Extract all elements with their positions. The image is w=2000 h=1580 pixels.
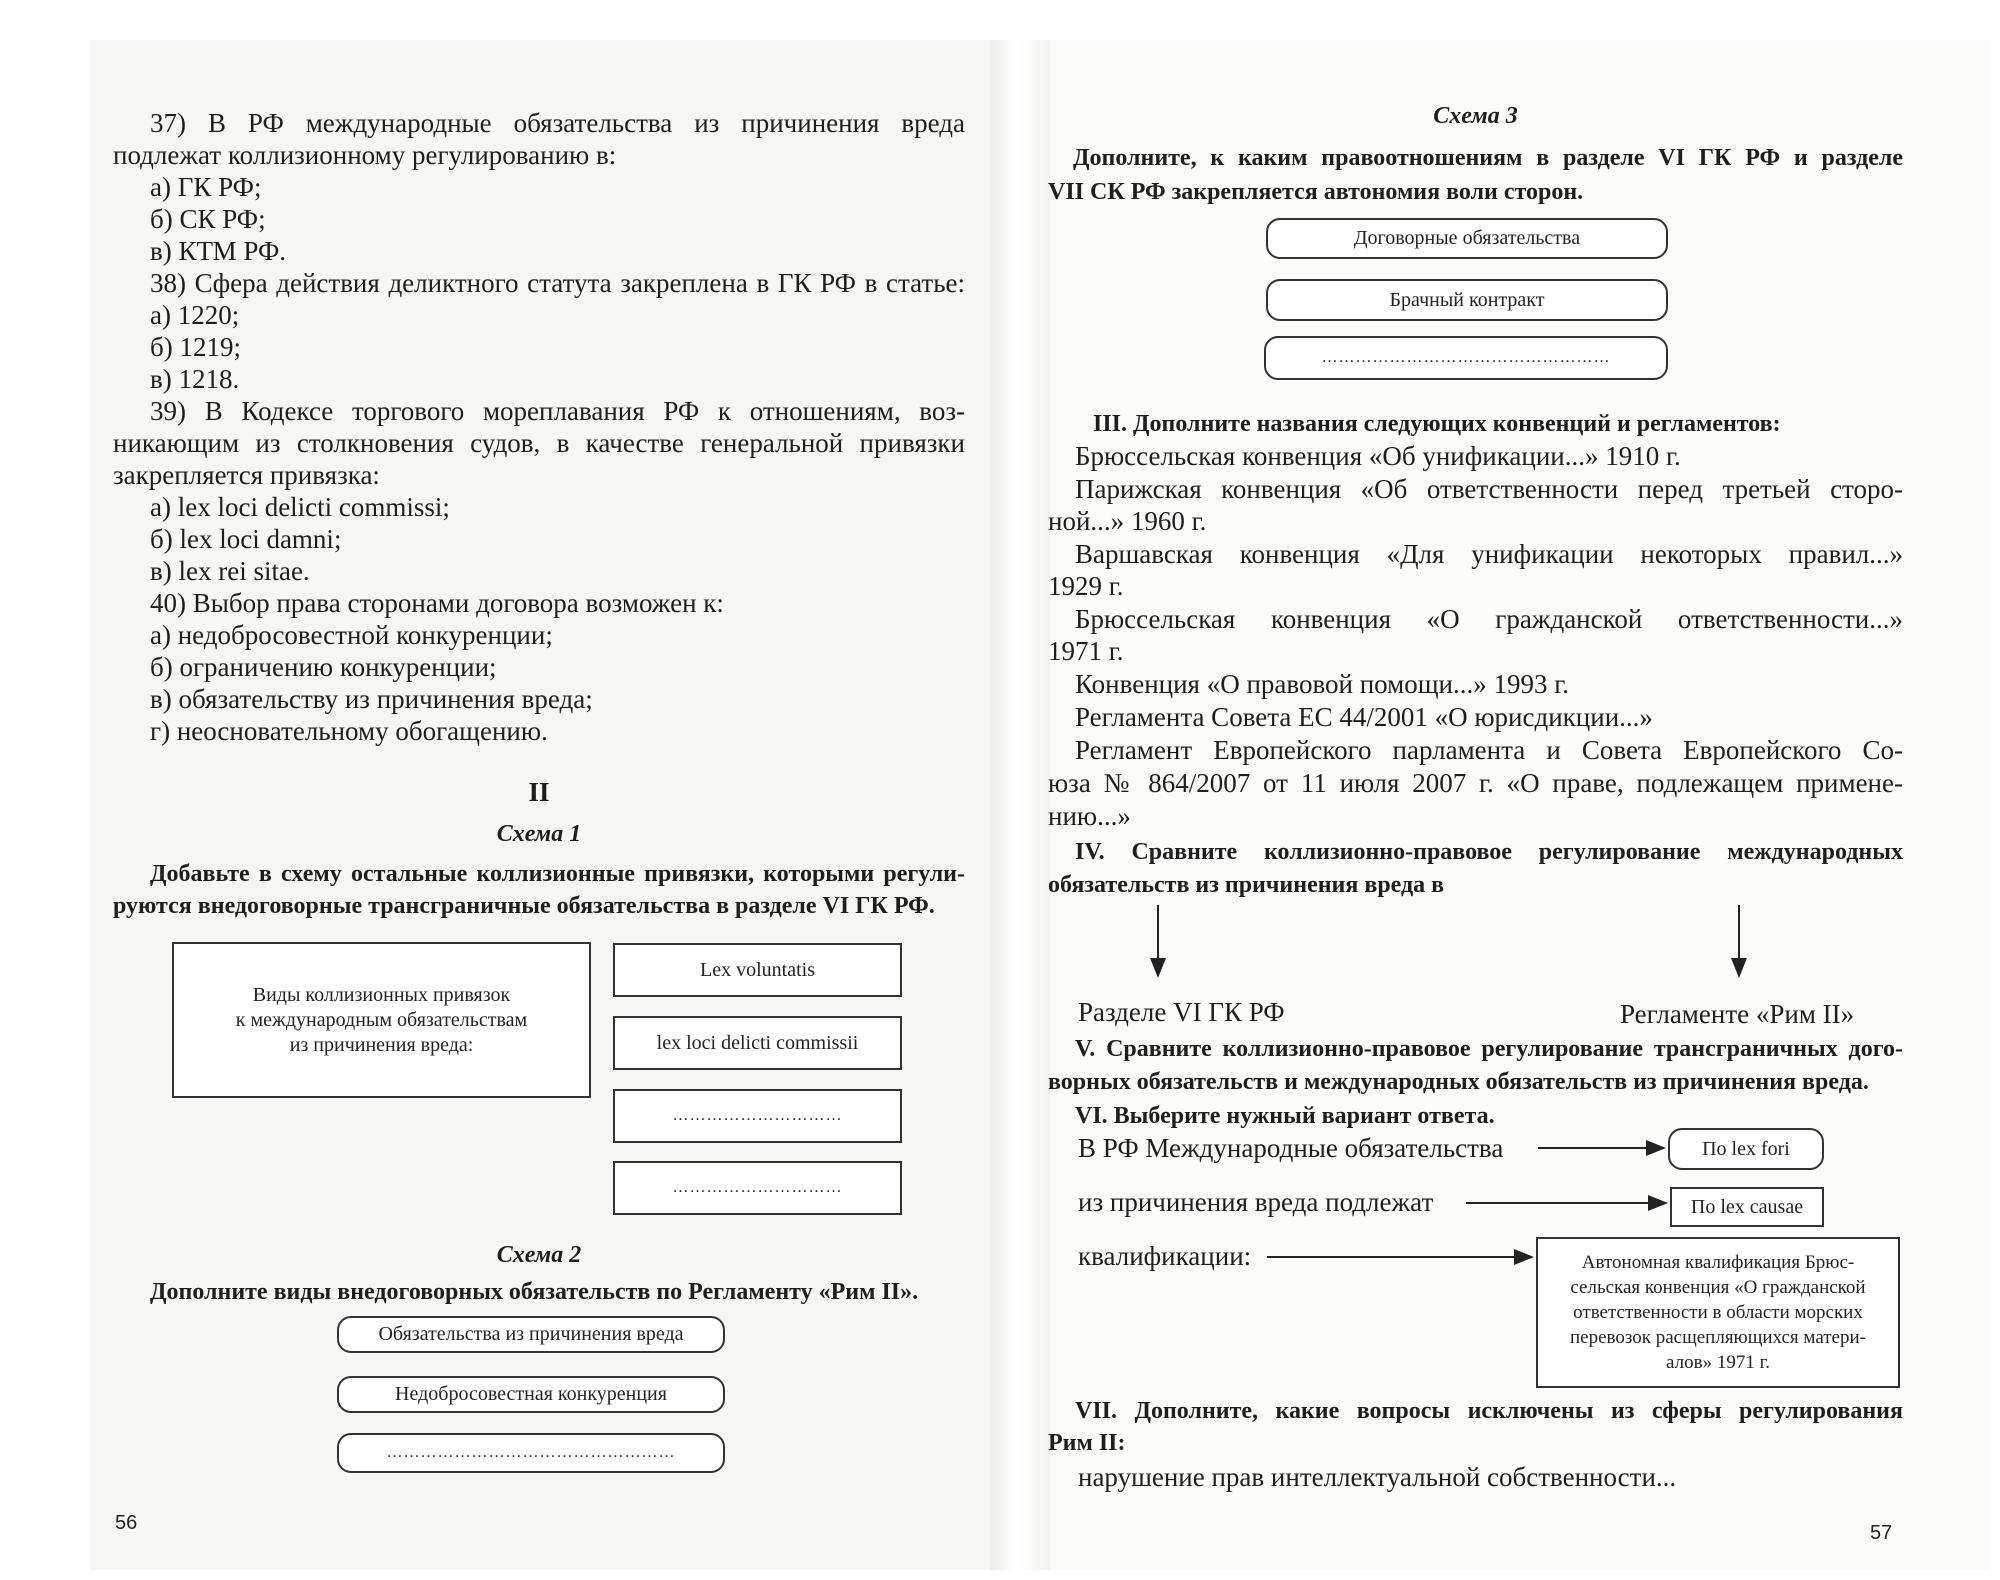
scheme1-main-line1: Виды коллизионных привязок bbox=[252, 983, 511, 1006]
page-number-right: 57 bbox=[1870, 1522, 1893, 1544]
section-vi-text1: В РФ Международные обязательства bbox=[1078, 1133, 1504, 1163]
q39-line3: закрепляется привязка: bbox=[113, 460, 380, 490]
label-razdel-vi: Разделе VI ГК РФ bbox=[1078, 997, 1285, 1027]
convention-2-line1: Парижская конвенция «Об ответственности перед третьей сторо- bbox=[1075, 474, 1903, 504]
q38-option-a: а) 1220; bbox=[150, 300, 240, 330]
scheme1-title: Схема 1 bbox=[496, 821, 582, 847]
convention-1: Брюссельская конвенция «Об унификации...» 1910 г. bbox=[1075, 441, 1681, 471]
scheme1-item-2: lex loci delicti commissii bbox=[613, 1016, 902, 1070]
scheme3-title: Схема 3 bbox=[1433, 103, 1518, 129]
q37-option-b: б) СК РФ; bbox=[150, 204, 266, 234]
q37-line1: 37) В РФ международные обязательства из причинения вреда bbox=[150, 108, 965, 138]
q39-line2: никающим из столкновения судов, в качестве генеральной привязки bbox=[113, 428, 965, 458]
option3-line5: алов» 1971 г. bbox=[1666, 1352, 1770, 1373]
option3-line3: ответственности в области морских bbox=[1573, 1302, 1863, 1323]
q38-line1: 38) Сфера действия деликтного статута закреплена в ГК РФ в статье: bbox=[150, 268, 965, 298]
option3-line4: перевозок расщепляющихся матери- bbox=[1569, 1327, 1866, 1348]
section-vii-line2: Рим II: bbox=[1048, 1430, 1126, 1456]
section-iv-line2: обязательств из причинения вреда в bbox=[1048, 872, 1445, 898]
scheme3-task-line1: Дополните, к каким правоотношениям в разделе VI ГК РФ и разделе bbox=[1073, 145, 1903, 171]
q39-option-a: а) lex loci delicti commissi; bbox=[150, 492, 450, 522]
section-ii-heading: II bbox=[528, 777, 550, 807]
option3-line1: Автономная квалификация Брюс- bbox=[1581, 1252, 1855, 1273]
option-lex-causae[interactable]: По lex causae bbox=[1670, 1187, 1824, 1227]
page-number-left: 56 bbox=[115, 1512, 138, 1534]
q39-option-c: в) lex rei sitae. bbox=[150, 556, 310, 586]
q38-option-c: в) 1218. bbox=[150, 364, 240, 394]
scheme1-task-line1: Добавьте в схему остальные коллизионные привязки, которыми регули- bbox=[150, 861, 965, 887]
q40-option-b: б) ограничению конкуренции; bbox=[150, 652, 497, 682]
convention-3-line2: 1929 г. bbox=[1048, 571, 1124, 601]
q39-option-b: б) lex loci damni; bbox=[150, 524, 342, 554]
scheme1-item-3-blank[interactable]: ………………………… bbox=[613, 1089, 902, 1143]
scheme3-item-1: Договорные обязательства bbox=[1266, 218, 1668, 259]
scheme1-main-line2: к международным обязательствам bbox=[235, 1008, 528, 1031]
scheme3-item-2: Брачный контракт bbox=[1266, 279, 1668, 321]
regulation-7-line3: нию...» bbox=[1048, 801, 1131, 831]
scheme1-item-1: Lex voluntatis bbox=[613, 943, 902, 997]
regulation-7-line1: Регламент Европейского парламента и Совета Европейского Со- bbox=[1075, 735, 1903, 765]
section-vii-line1: VII. Дополните, какие вопросы исключены из сферы регулирования bbox=[1075, 1398, 1903, 1424]
scheme2-item-1: Обязательства из причинения вреда bbox=[337, 1316, 725, 1353]
q37-option-c: в) КТМ РФ. bbox=[150, 236, 287, 266]
section-iv-line1: IV. Сравните коллизионно-правовое регулирование международных bbox=[1075, 839, 1903, 865]
convention-4-line1: Брюссельская конвенция «О гражданской ответственности...» bbox=[1075, 604, 1903, 634]
convention-4-line2: 1971 г. bbox=[1048, 636, 1124, 666]
q38-option-b: б) 1219; bbox=[150, 332, 241, 362]
convention-2-line2: ной...» 1960 г. bbox=[1048, 506, 1207, 536]
section-v-line2: ворных обязательств и международных обязательств из причинения вреда. bbox=[1048, 1069, 1869, 1095]
scheme2-item-2: Недобросовестная конкуренция bbox=[337, 1376, 725, 1413]
option-lex-fori[interactable]: По lex fori bbox=[1668, 1128, 1824, 1170]
section-v-line1: V. Сравните коллизионно-правовое регулирование трансграничных дого- bbox=[1075, 1036, 1903, 1062]
q40-option-a: а) недобросовестной конкуренции; bbox=[150, 620, 553, 650]
label-rim-ii: Регламенте «Рим II» bbox=[1620, 999, 1855, 1029]
scheme3-task-line2: VII СК РФ закрепляется автономия воли сторон. bbox=[1048, 179, 1584, 205]
regulation-7-line2: юза № 864/2007 от 11 июля 2007 г. «О праве, подлежащем примене- bbox=[1048, 768, 1903, 798]
scheme3-item-3-blank[interactable]: …………………………………………… bbox=[1264, 336, 1668, 380]
section-vi-heading: VI. Выберите нужный вариант ответа. bbox=[1075, 1103, 1495, 1129]
q37-option-a: а) ГК РФ; bbox=[150, 172, 262, 202]
scheme2-task: Дополните виды внедоговорных обязательств по Регламенту «Рим II». bbox=[150, 1279, 919, 1305]
section-iii-heading: III. Дополните названия следующих конвенций и регламентов: bbox=[1093, 411, 1781, 437]
q40-option-c: в) обязательству из причинения вреда; bbox=[150, 684, 593, 714]
scheme1-item-4-blank[interactable]: ………………………… bbox=[613, 1161, 902, 1215]
section-vi-text3: квалификации: bbox=[1078, 1241, 1252, 1271]
scheme1-main-line3: из причинения вреда: bbox=[289, 1033, 474, 1056]
q37-line2: подлежат коллизионному регулированию в: bbox=[113, 140, 617, 170]
convention-3-line1: Варшавская конвенция «Для унификации некоторых правил...» bbox=[1075, 539, 1903, 569]
section-vii-answer: нарушение прав интеллектуальной собственности... bbox=[1078, 1462, 1677, 1492]
q40-option-d: г) неосновательному обогащению. bbox=[150, 716, 548, 746]
scheme2-item-3-blank[interactable]: …………………………………………… bbox=[337, 1433, 725, 1473]
scheme2-title: Схема 2 bbox=[496, 1242, 582, 1268]
regulation-6: Регламента Совета ЕС 44/2001 «О юрисдикции...» bbox=[1075, 702, 1653, 732]
q39-line1: 39) В Кодексе торгового мореплавания РФ к отношениям, воз- bbox=[150, 396, 965, 426]
convention-5: Конвенция «О правовой помощи...» 1993 г. bbox=[1075, 669, 1570, 699]
option3-line2: сельская конвенция «О гражданской bbox=[1570, 1277, 1866, 1298]
q40-line1: 40) Выбор права сторонами договора возможен к: bbox=[150, 588, 724, 618]
section-vi-text2: из причинения вреда подлежат bbox=[1078, 1187, 1434, 1217]
scheme1-task-line2: руются внедоговорные трансграничные обязательства в разделе VI ГК РФ. bbox=[113, 893, 935, 919]
